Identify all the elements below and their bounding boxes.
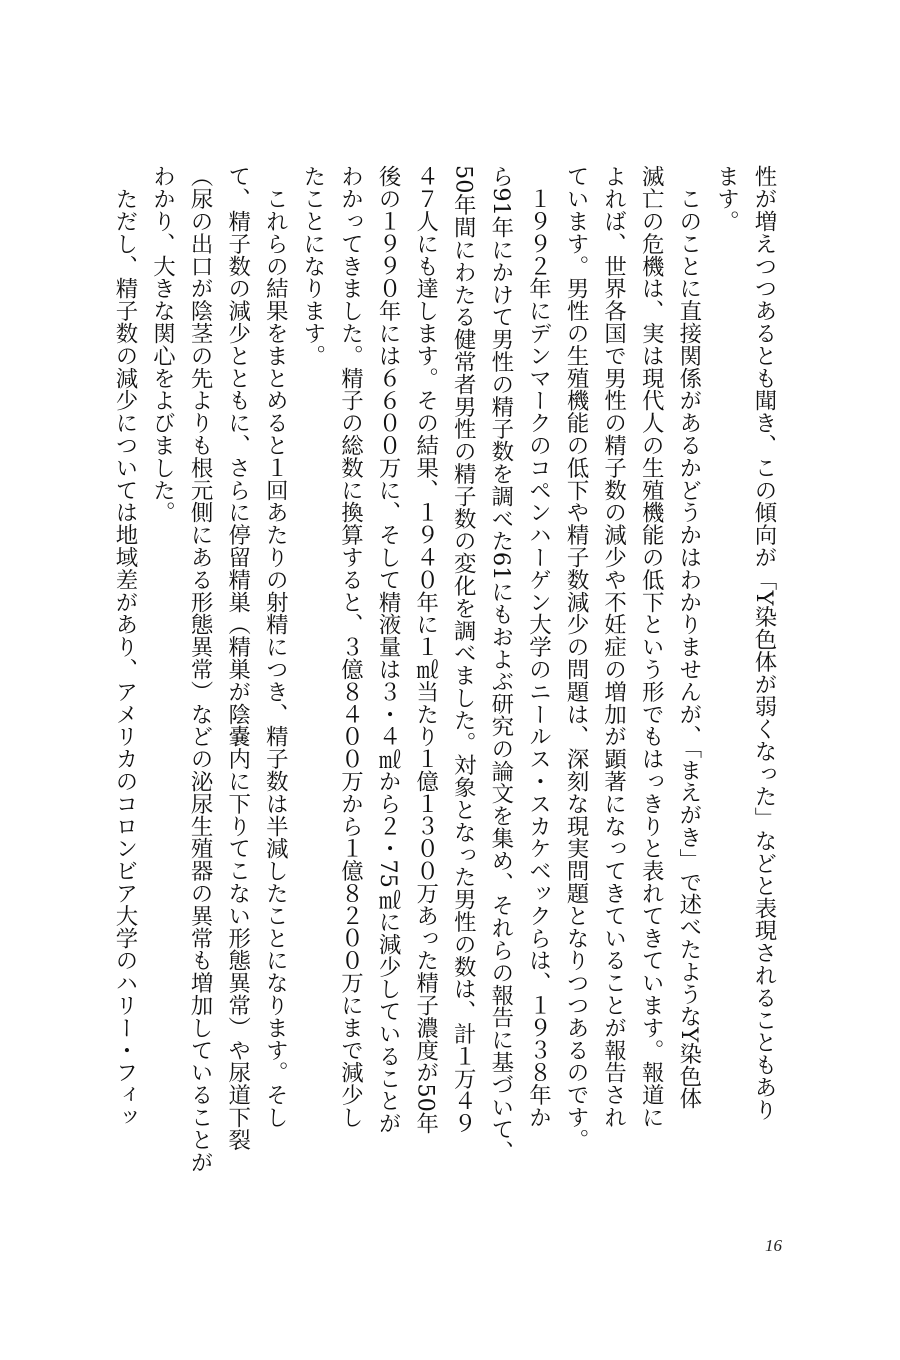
text-line: 性が増えつつあるとも聞き、この傾向が「Y染色体が弱くなった」などと表現されることもあり: [751, 165, 777, 1121]
text-line: このことに直接関係があるかどうかはわかりませんが、「まえがき」で述べたようなY染色体: [675, 165, 702, 1110]
page-number: 16: [765, 1236, 782, 1255]
text-line: ら91年にかけて男性の精子数を調べた61にもおよぶ研究の論文を集め、それらの報告に基づいて、: [487, 165, 514, 1163]
text-line: これらの結果をまとめると１回あたりの射精につき、精子数は半減したことになります。そし: [262, 165, 289, 1129]
text-line: て、精子数の減少とともに、さらに停留精巣（精巣が陰嚢内に下りてこない形態異常）や尿道下裂: [224, 165, 251, 1151]
text-line: ただし、精子数の減少については地域差があり、アメリカのコロンビア大学のハリー・フィッ: [112, 165, 138, 1129]
text-line: 後の１９９０年には６６００万に、そして精液量は３・４㎖から２・75㎖に減少していることが: [375, 165, 402, 1135]
text-line: １９９２年にデンマークのコペンハーゲン大学のニールス・スカケベックらは、１９３８年か: [525, 165, 552, 1129]
text-line: わかってきました。精子の総数に換算すると、３億８４００万から１億８２００万にまで減少し: [337, 165, 364, 1129]
text-line: ４７人にも達します。その結果、１９４０年に１㎖当たり１億１３００万あった精子濃度が50年: [412, 165, 439, 1135]
text-line: 50年間にわたる健常者男性の精子数の変化を調べました。対象となった男性の数は、計１万４９: [450, 165, 477, 1135]
text-line: （尿の出口が陰茎の先よりも根元側にある形態異常）などの泌尿生殖器の異常も増加していることが: [187, 165, 214, 1173]
text-line: よれば、世界各国で男性の精子数の減少や不妊症の増加が顕著になってきていることが報告され: [600, 165, 627, 1129]
text-line: ます。: [713, 165, 740, 233]
text-line: ています。男性の生殖機能の低下や精子数減少の問題は、深刻な現実問題となりつつあるのです。: [563, 165, 590, 1151]
vertical-body-text: [112, 165, 782, 1200]
text-line: 滅亡の危機は、実は現代人の生殖機能の低下という形でもはっきりと表れてきています。報道に: [638, 165, 665, 1129]
text-line: わかり、大きな関心をよびました。: [149, 165, 176, 524]
text-line: たことになります。: [299, 165, 326, 367]
